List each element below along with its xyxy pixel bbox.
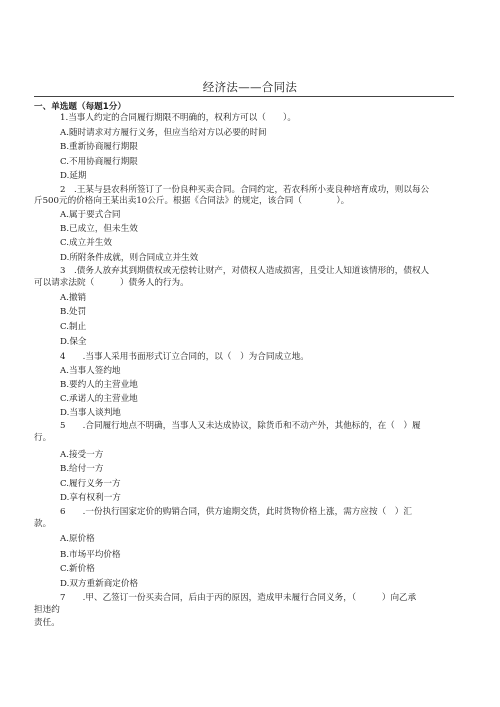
- question-7-line-2: 担违约: [34, 605, 60, 615]
- question-6-line-1: 6 .一份执行国家定价的购销合同，供方逾期交货，此时货物价格上涨，需方应按（ ）汇: [60, 507, 412, 517]
- question-6-line-2: 款。: [34, 519, 52, 529]
- question-6-option-b: B.市场平均价格: [60, 550, 121, 560]
- question-1-option-a: A.随时请求对方履行义务，但应当给对方以必要的时间: [60, 128, 267, 138]
- title-divider: [34, 96, 454, 97]
- question-6-option-d: D.双方重新商定价格: [60, 579, 139, 589]
- question-2-option-c: C.成立并生效: [60, 238, 112, 248]
- question-5-option-b: B.给付一方: [60, 464, 104, 474]
- question-4-option-b: B.要约人的主营业地: [60, 380, 138, 390]
- question-5-line-1: 5 .合同履行地点不明确，当事人又未达成协议，除货币和不动产外，其他标的，在（ ）履: [60, 421, 421, 431]
- question-3-option-c: C.制止: [60, 322, 87, 332]
- question-3-option-d: D.保全: [60, 337, 87, 347]
- question-4-option-d: D.当事人谈判地: [60, 408, 121, 418]
- question-7-line-3: 责任。: [34, 618, 60, 628]
- question-1-option-c: C.不用协商履行期限: [60, 157, 138, 167]
- question-5-option-c: C.履行义务一方: [60, 479, 121, 489]
- question-3-option-a: A.撤销: [60, 293, 87, 303]
- question-5-option-a: A.接受一方: [60, 450, 104, 460]
- question-5-line-2: 行。: [34, 433, 52, 443]
- question-5-option-d: D.享有权利一方: [60, 493, 121, 503]
- question-3-option-b: B.处罚: [60, 307, 87, 317]
- section-header: 一、单选题（每题1分）: [34, 102, 126, 112]
- document-title: 经济法——合同法: [202, 80, 298, 94]
- question-6-option-c: C.新价格: [60, 564, 95, 574]
- question-4-line-1: 4 .当事人采用书面形式订立合同的，以（ ）为合同成立地。: [60, 352, 309, 362]
- question-2-option-d: D.所附条件成就，则合同成立并生效: [60, 253, 199, 263]
- question-2-line-2: 斤500元的价格向王某出卖10公斤。根据《合同法》的规定，该合同（ ）。: [34, 196, 350, 206]
- question-2-line-1: 2 .王某与县农科所签订了一份良种买卖合同。合同约定，若农科所小麦良种培育成功，则以每公: [60, 185, 430, 195]
- question-3-line-2: 可以请求法院（ ）债务人的行为。: [34, 278, 189, 288]
- question-2-option-a: A.属于要式合同: [60, 210, 121, 220]
- question-4-option-c: C.承诺人的主营业地: [60, 394, 138, 404]
- question-2-option-b: B.已成立，但未生效: [60, 224, 138, 234]
- question-1-line-1: 1.当事人约定的合同履行期限不明确的，权利方可以（ ）。: [60, 113, 296, 123]
- question-1-option-b: B.重新协商履行期限: [60, 142, 138, 152]
- question-3-line-1: 3 .债务人放弃其到期债权或无偿转让财产，对债权人造成损害，且受让人知道该情形的，债权人: [60, 266, 430, 276]
- question-6-option-a: A.原价格: [60, 534, 95, 544]
- question-7-line-1: 7 .甲、乙签订一份买卖合同，后由于丙的原因，造成甲未履行合同义务，（ ）向乙承: [60, 593, 417, 603]
- question-4-option-a: A.当事人签约地: [60, 366, 121, 376]
- question-1-option-d: D.延期: [60, 171, 87, 181]
